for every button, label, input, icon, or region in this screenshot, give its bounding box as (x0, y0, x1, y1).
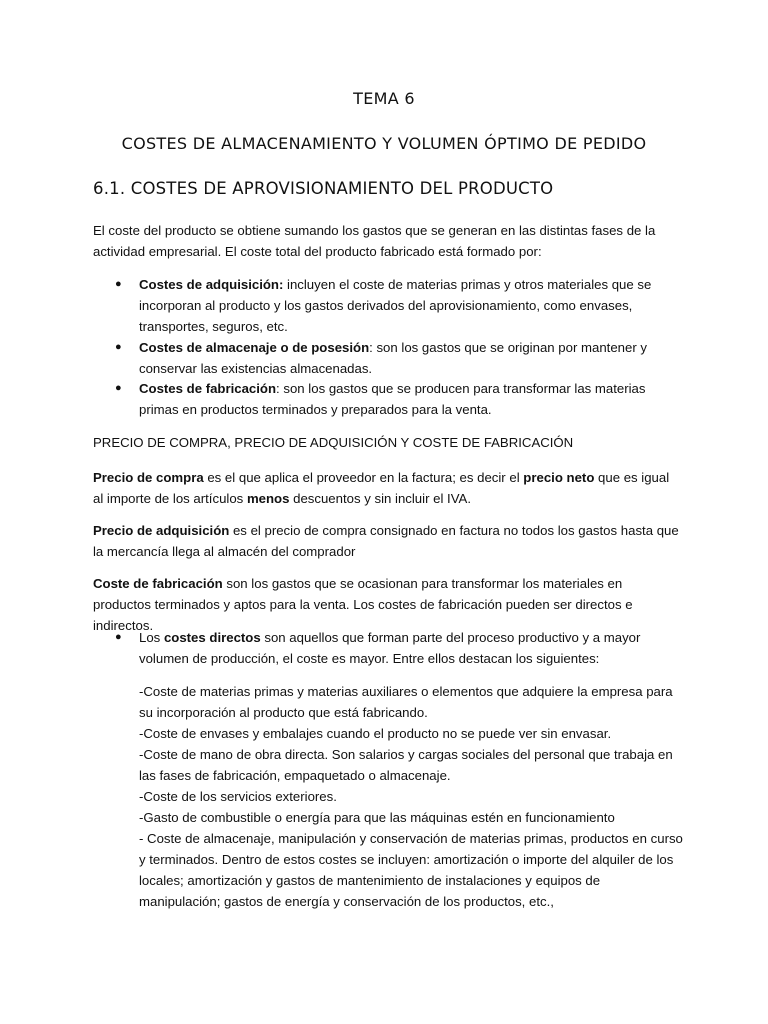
text-run: descuentos y sin incluir el IVA. (289, 491, 471, 506)
text-run: es el que aplica el proveedor en la factura; es decir el (203, 470, 524, 485)
bullet-text: : son los gastos que se originan por mantener y conservar las existencias almacenadas. (139, 340, 647, 376)
bold-term: Precio de compra (93, 470, 204, 485)
precio-compra-paragraph (93, 467, 683, 509)
bullet-item-fabricacion (139, 378, 679, 420)
bullet-item-adquisicion (139, 274, 679, 337)
text-run: son aquellos que forman parte del proceso productivo y a mayor volumen de producción, el coste es mayor. Entre ellos destacan los siguientes: (139, 630, 641, 666)
precio-heading: PRECIO DE COMPRA, PRECIO DE ADQUISICIÓN Y COSTE DE FABRICACIÓN (93, 435, 574, 450)
section-heading: 6.1. COSTES DE APROVISIONAMIENTO DEL PRODUCTO (93, 179, 554, 198)
bold-term: precio neto (523, 470, 595, 485)
bullet-bold: Costes de adquisición: (139, 277, 284, 292)
list-item: -Coste de mano de obra directa. Son salarios y cargas sociales del personal que trabaja en las fases de fabricación, empaquetado o almacenaje. (139, 747, 673, 783)
chapter-subtitle: COSTES DE ALMACENAMIENTO Y VOLUMEN ÓPTIMO DE PEDIDO (121, 134, 647, 153)
bold-term: Coste de fabricación (93, 576, 223, 591)
text-run: que es igual al importe de los artículos (93, 470, 670, 506)
bullet-text: : son los gastos que se producen para transformar las materias primas en productos terminados y preparados para la venta. (139, 381, 646, 417)
list-item: -Coste de materias primas y materias auxiliares o elementos que adquiere la empresa para su incorporación al producto que está fabricando. (139, 684, 673, 720)
text-run: es el precio de compra consignado en factura no todos los gastos hasta que la mercancía llega al almacén del comprador (93, 523, 679, 559)
costes-directos-list (139, 681, 684, 912)
bullet-icon: ● (115, 631, 122, 643)
list-item: -Gasto de combustible o energía para que las máquinas estén en funcionamiento (139, 810, 615, 825)
text-run: Los (139, 630, 164, 645)
intro-paragraph: El coste del producto se obtiene sumando los gastos que se generan en las distintas fases de la actividad empresarial. El coste total del producto fabricado está formado por: (93, 223, 656, 259)
tema-title: TEMA 6 (353, 89, 415, 108)
bullet-icon: ● (115, 278, 122, 290)
text-run: son los gastos que se ocasionan para transformar los materiales en productos terminados y aptos para la venta. Los costes de fabricación pueden ser directos e indirectos. (93, 576, 633, 633)
list-item: -Coste de envases y embalajes cuando el producto no se puede ver sin envasar. (139, 726, 612, 741)
bullet-icon: ● (115, 341, 122, 353)
bullet-item-almacenaje (139, 337, 679, 379)
costes-directos-item (139, 627, 679, 669)
bold-term: Precio de adquisición (93, 523, 230, 538)
bold-term: costes directos (163, 630, 261, 645)
list-item: - Coste de almacenaje, manipulación y conservación de materias primas, productos en curso y terminados. Dentro de estos costes se incluyen: amortización o importe del alquiler de los locales; amortización y gastos de mantenimiento de instalaciones y equipos de manipulación; gastos de energía y conservación de los productos, etc., (139, 831, 683, 909)
bullet-icon: ● (115, 382, 122, 394)
bullet-bold: Costes de fabricación (139, 381, 277, 396)
bullet-text: incluyen el coste de materias primas y otros materiales que se incorporan al producto y los gastos derivados del aprovisionamiento, como envases, transportes, seguros, etc. (139, 277, 652, 334)
bullet-bold: Costes de almacenaje o de posesión (139, 340, 370, 355)
precio-adquisicion-paragraph (93, 520, 683, 562)
bold-term: menos (246, 491, 290, 506)
list-item: -Coste de los servicios exteriores. (139, 789, 337, 804)
